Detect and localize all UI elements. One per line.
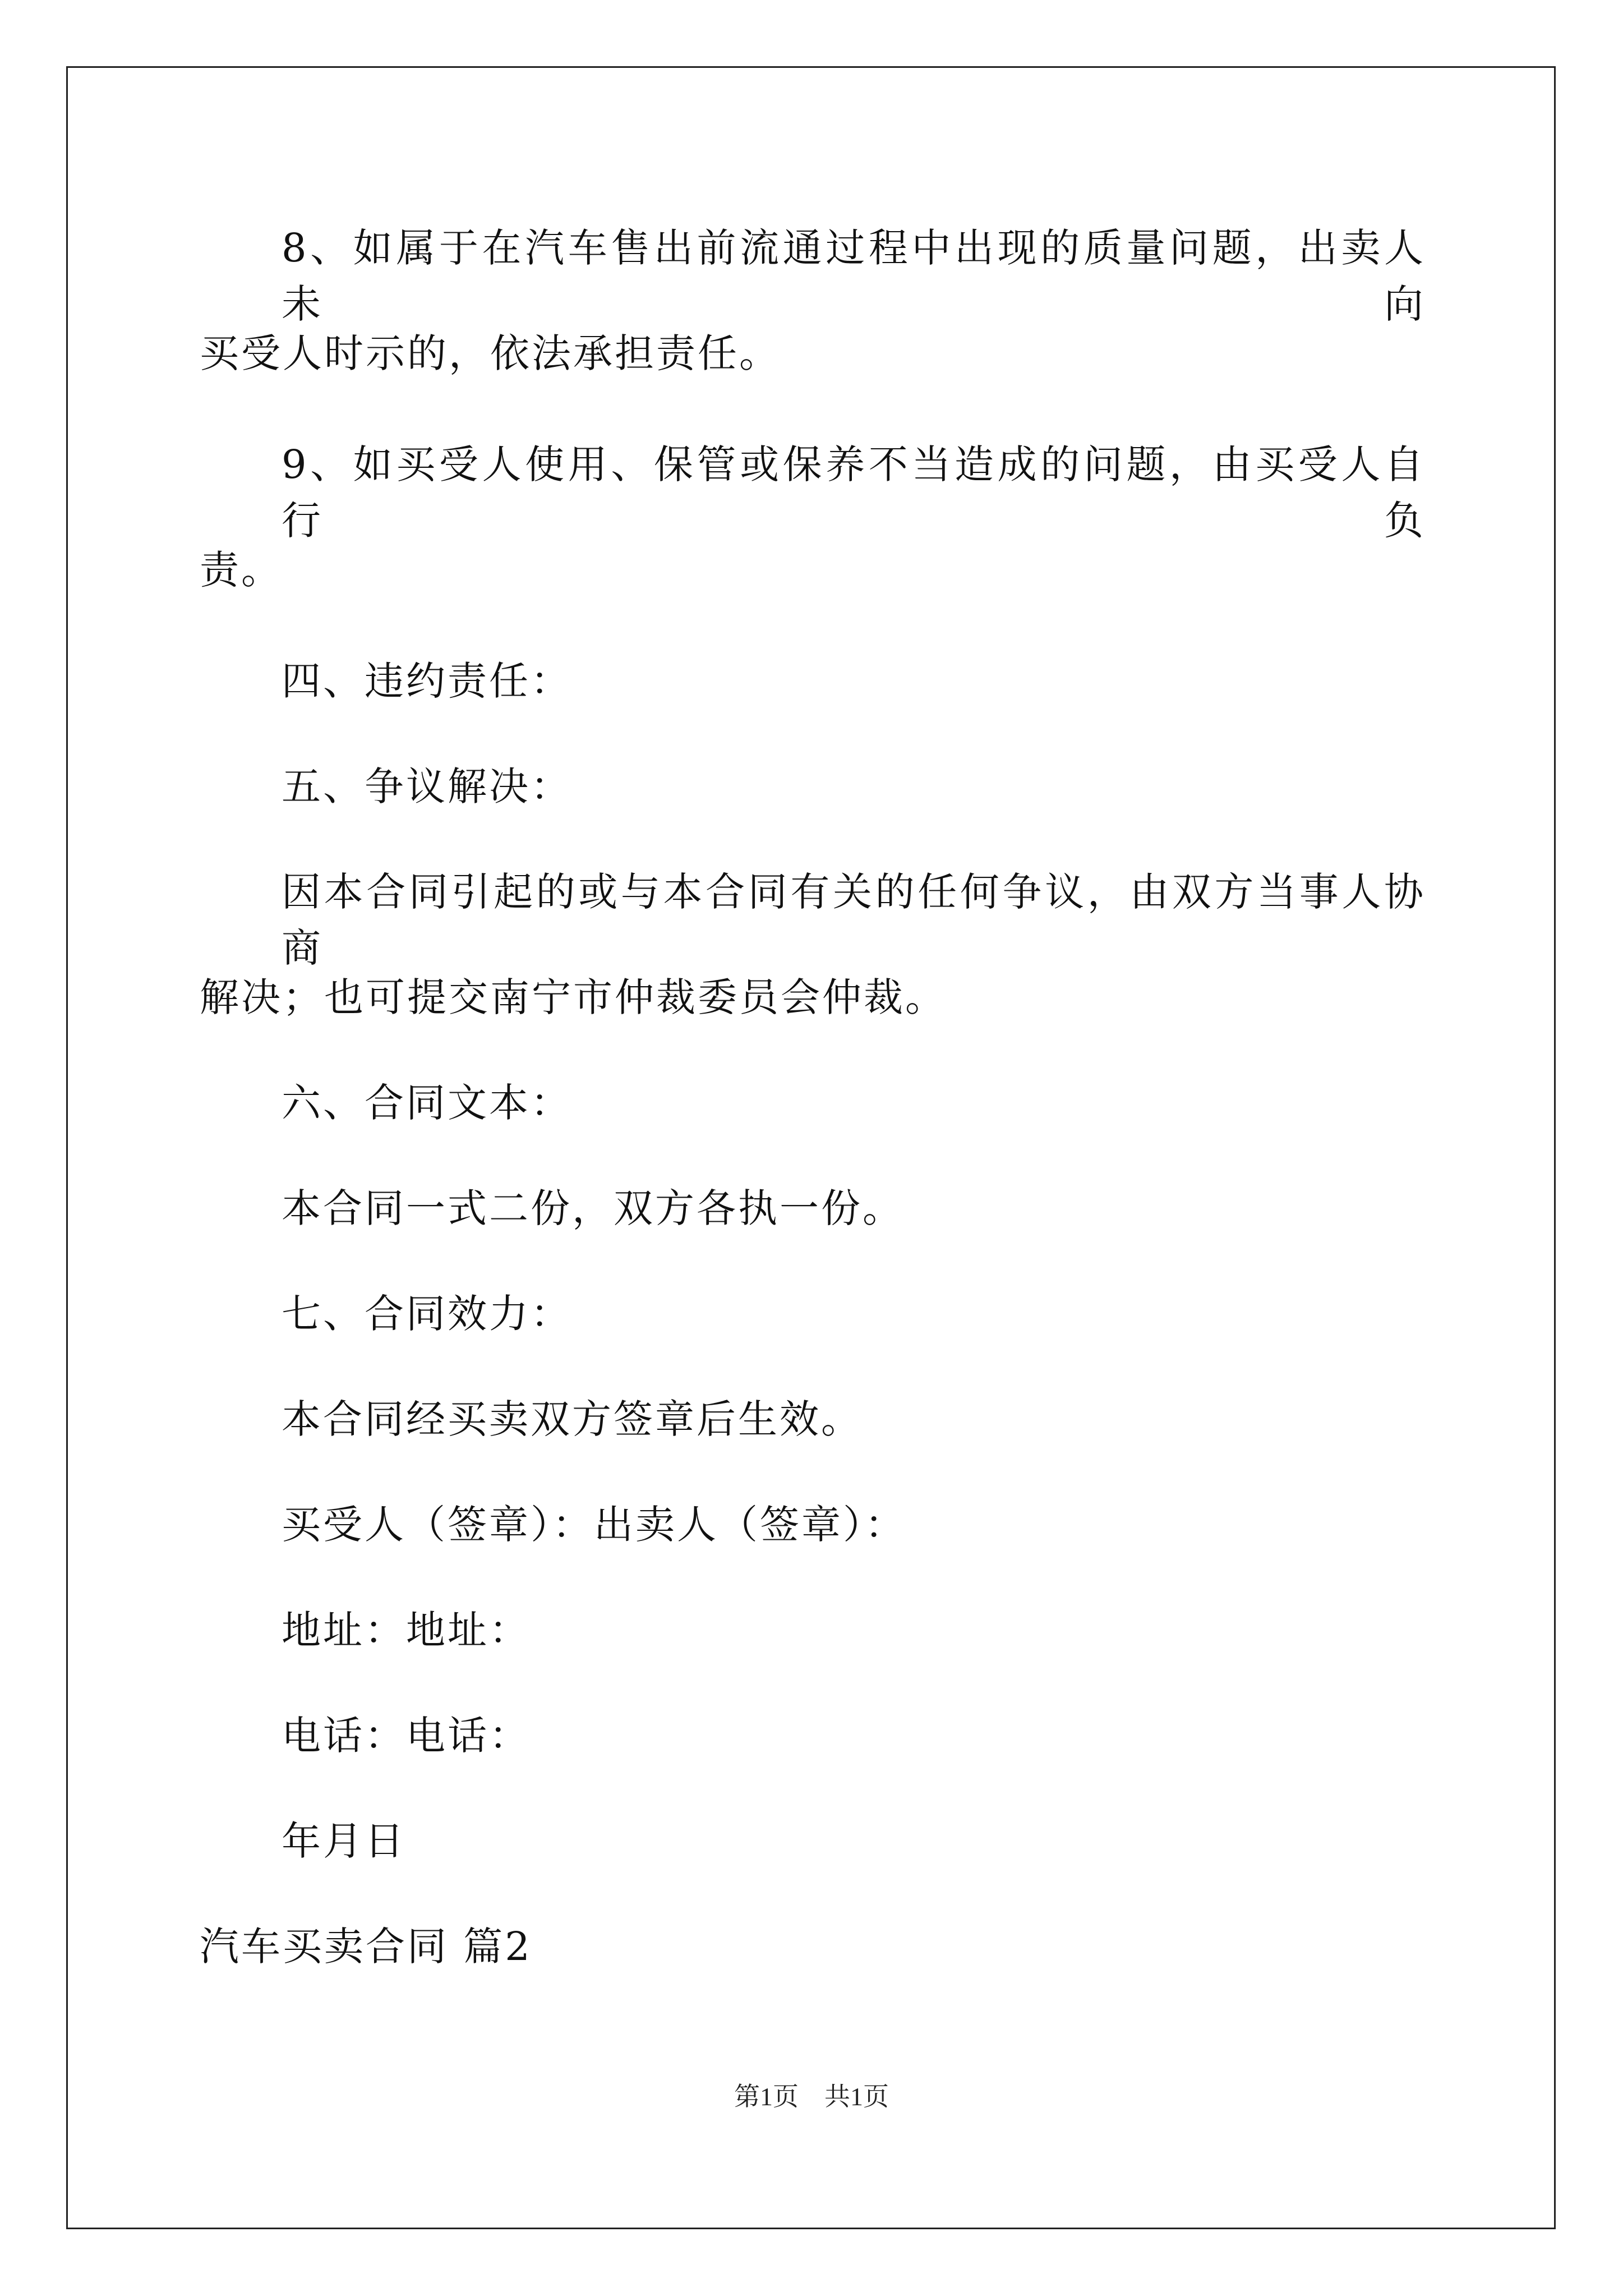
address-line: 地址：地址： bbox=[282, 1607, 531, 1653]
page-footer: 第1页 共1页 bbox=[734, 2082, 889, 2111]
paragraph-1-line-2: 买受人时示的，依法承担责任。 bbox=[200, 330, 781, 376]
paragraph-2-line-2: 责。 bbox=[200, 547, 283, 593]
phone-line: 电话：电话： bbox=[282, 1713, 531, 1759]
heading-contract-text: 六、合同文本： bbox=[282, 1080, 572, 1126]
paragraph-dispute-line-1: 因本合同引起的或与本合同有关的任何争议，由双方当事人协商 bbox=[282, 869, 1426, 971]
paragraph-contract-copies: 本合同一式二份，双方各执一份。 bbox=[282, 1185, 904, 1231]
heading-breach-liability: 四、违约责任： bbox=[282, 658, 572, 704]
section-heading: 汽车买卖合同 篇2 bbox=[200, 1924, 532, 1970]
heading-dispute-resolution: 五、争议解决： bbox=[282, 763, 572, 809]
paragraph-2-line-1: 9、如买受人使用、保管或保养不当造成的问题，由买受人自行负 bbox=[282, 441, 1426, 544]
date-line: 年月日 bbox=[282, 1818, 406, 1864]
paragraph-1-line-1: 8、如属于在汽车售出前流通过程中出现的质量问题，出卖人未向 bbox=[282, 225, 1426, 327]
signature-line: 买受人（签章）：出卖人（签章）： bbox=[282, 1502, 906, 1548]
paragraph-contract-effective: 本合同经买卖双方签章后生效。 bbox=[282, 1396, 863, 1442]
page-border bbox=[66, 66, 1556, 2229]
heading-contract-effect: 七、合同效力： bbox=[282, 1291, 572, 1337]
paragraph-dispute-line-2: 解决；也可提交南宁市仲裁委员会仲裁。 bbox=[200, 974, 947, 1020]
